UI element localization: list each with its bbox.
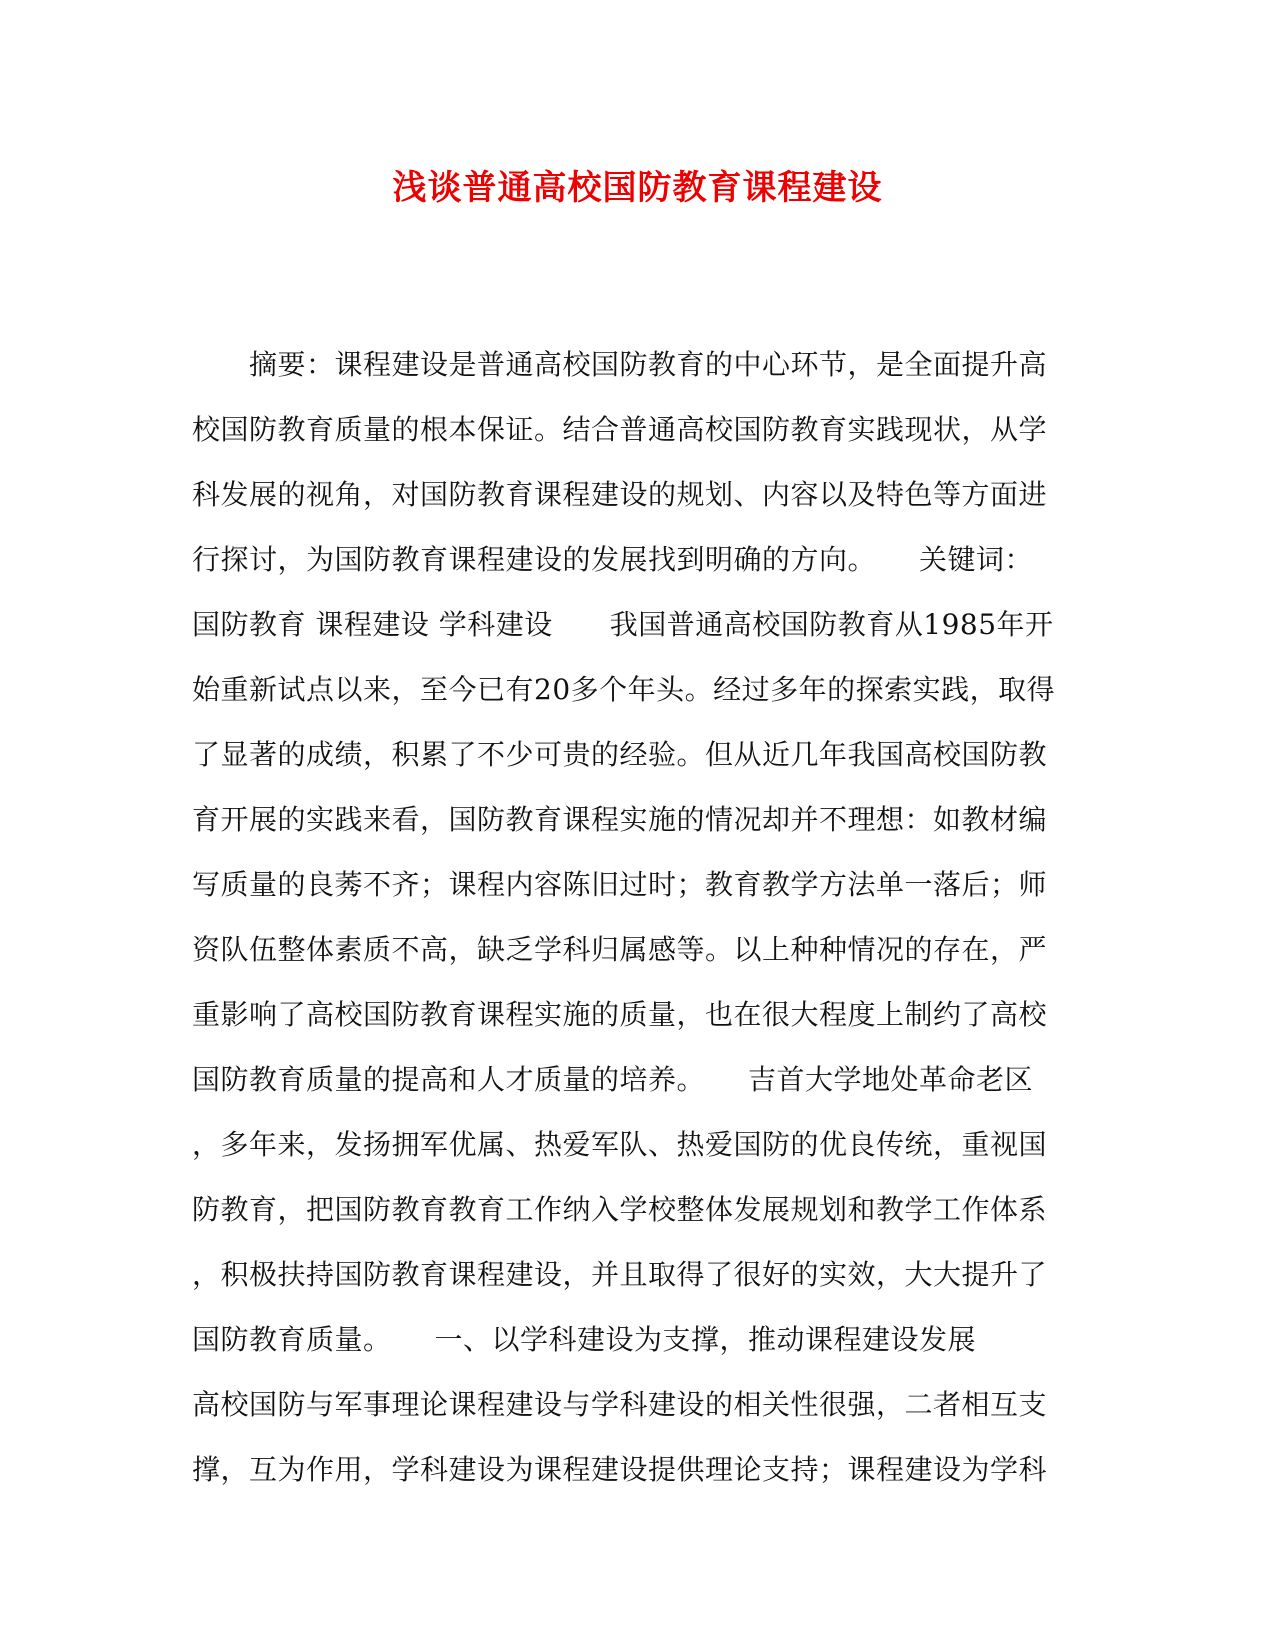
body-line: 重影响了高校国防教育课程实施的质量，也在很大程度上制约了高校: [192, 998, 1048, 1031]
body-line: 校国防教育质量的根本保证。结合普通高校国防教育实践现状，从学: [192, 413, 1048, 446]
body-line: 写质量的良莠不齐；课程内容陈旧过时；教育教学方法单一落后；师: [192, 868, 1048, 901]
body-line: 育开展的实践来看，国防教育课程实施的情况却并不理想：如教材编: [192, 803, 1048, 836]
body-line: 了显著的成绩，积累了不少可贵的经验。但从近几年我国高校国防教: [192, 738, 1048, 771]
body-line: 防教育，把国防教育教育工作纳入学校整体发展规划和教学工作体系: [192, 1193, 1048, 1226]
body-line: 科发展的视角，对国防教育课程建设的规划、内容以及特色等方面进: [192, 478, 1048, 511]
body-line: 国防教育质量的提高和人才质量的培养。 吉首大学地处革命老区: [192, 1063, 1034, 1096]
body-line: 摘要：课程建设是普通高校国防教育的中心环节，是全面提升高: [192, 348, 1048, 381]
body-line: 国防教育 课程建设 学科建设 我国普通高校国防教育从1985年开: [192, 608, 1054, 641]
document-body: [192, 345, 1092, 1515]
body-line: ，多年来，发扬拥军优属、热爱军队、热爱国防的优良传统，重视国: [192, 1128, 1048, 1161]
body-line: 撑，互为作用，学科建设为课程建设提供理论支持；课程建设为学科: [192, 1453, 1048, 1486]
body-line: 资队伍整体素质不高，缺乏学科归属感等。以上种种情况的存在，严: [192, 933, 1048, 966]
body-line: 始重新试点以来，至今已有20多个年头。经过多年的探索实践，取得: [192, 673, 1056, 706]
body-line: 行探讨，为国防教育课程建设的发展找到明确的方向。 关键词：: [192, 543, 1034, 576]
body-line: 高校国防与军事理论课程建设与学科建设的相关性很强，二者相互支: [192, 1388, 1048, 1421]
document-title: 浅谈普通高校国防教育课程建设: [392, 168, 883, 208]
body-line: 国防教育质量。 一、以学科建设为支撑，推动课程建设发展: [192, 1323, 977, 1356]
body-line: ，积极扶持国防教育课程建设，并且取得了很好的实效，大大提升了: [192, 1258, 1048, 1291]
